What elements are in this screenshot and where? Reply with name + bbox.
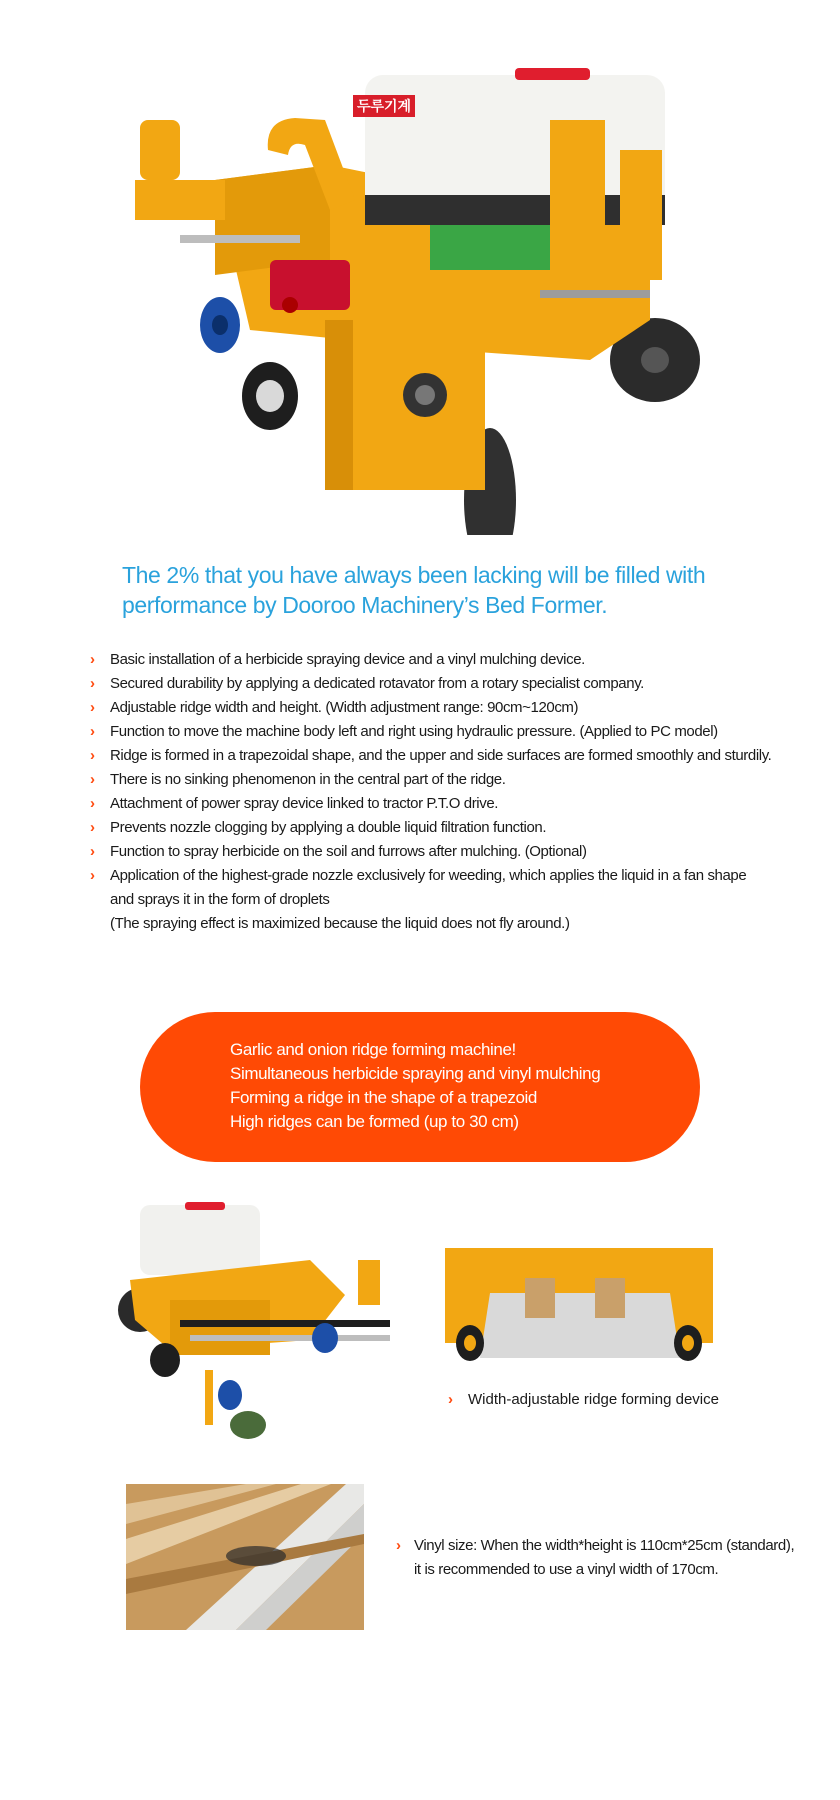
- chevron-right-icon: ›: [90, 843, 95, 860]
- brand-sign-text: 두루기계: [356, 99, 412, 115]
- feature-item: › Function to move the machine body left and right using hydraulic pressure. (Applied to PC model): [90, 720, 830, 744]
- feature-item: › Adjustable ridge width and height. (Width adjustment range: 90cm~120cm): [90, 696, 830, 720]
- feature-item: › Basic installation of a herbicide spraying device and a vinyl mulching device.: [90, 648, 830, 672]
- chevron-right-icon: ›: [90, 699, 95, 716]
- chevron-right-icon: ›: [90, 651, 95, 668]
- feature-item: › Prevents nozzle clogging by applying a double liquid filtration function.: [90, 816, 830, 840]
- chevron-right-icon: ›: [90, 867, 95, 884]
- vinyl-mulching-field-photo: [126, 1484, 364, 1630]
- chevron-right-icon: ›: [90, 675, 95, 692]
- chevron-right-icon: ›: [90, 795, 95, 812]
- chevron-right-icon: ›: [448, 1391, 453, 1408]
- bed-former-machine-photo: [120, 60, 700, 535]
- feature-item: › Application of the highest-grade nozzle exclusively for weeding, which applies the liquid in a fan shape and sprays it in the form of droplets (The spraying effect is maximized because the liquid does not fly around.): [90, 864, 830, 936]
- feature-item: › Ridge is formed in a trapezoidal shape, and the upper and side surfaces are formed smoothly and sturdily.: [90, 744, 830, 768]
- ridge-device-caption: › Width-adjustable ridge forming device: [448, 1388, 719, 1412]
- chevron-right-icon: ›: [90, 723, 95, 740]
- headline: [122, 560, 802, 620]
- highlight-banner: [140, 1012, 700, 1162]
- feature-list: [90, 648, 830, 936]
- vinyl-size-caption: › Vinyl size: When the width*height is 110cm*25cm (standard), it is recommended to use a vinyl width of 170cm.: [396, 1534, 840, 1582]
- feature-item: › Function to spray herbicide on the soil and furrows after mulching. (Optional): [90, 840, 830, 864]
- headline-line-1: The 2% that you have always been lacking will be filled with: [122, 562, 706, 588]
- feature-item: › There is no sinking phenomenon in the central part of the ridge.: [90, 768, 830, 792]
- feature-item: › Secured durability by applying a dedicated rotavator from a rotary specialist company.: [90, 672, 830, 696]
- highlight-line: Simultaneous herbicide spraying and vinyl mulching: [230, 1064, 601, 1083]
- machine-side-photo: [110, 1200, 400, 1445]
- highlight-line: High ridges can be formed (up to 30 cm): [230, 1112, 519, 1131]
- headline-line-2: performance by Dooroo Machinery’s Bed Former.: [122, 592, 608, 618]
- feature-item: › Attachment of power spray device linked to tractor P.T.O drive.: [90, 792, 830, 816]
- chevron-right-icon: ›: [90, 819, 95, 836]
- highlight-line: Forming a ridge in the shape of a trapezoid: [230, 1088, 537, 1107]
- highlight-line: Garlic and onion ridge forming machine!: [230, 1040, 516, 1059]
- ridge-forming-device-photo: [445, 1248, 713, 1373]
- chevron-right-icon: ›: [90, 771, 95, 788]
- chevron-right-icon: ›: [396, 1537, 401, 1554]
- chevron-right-icon: ›: [90, 747, 95, 764]
